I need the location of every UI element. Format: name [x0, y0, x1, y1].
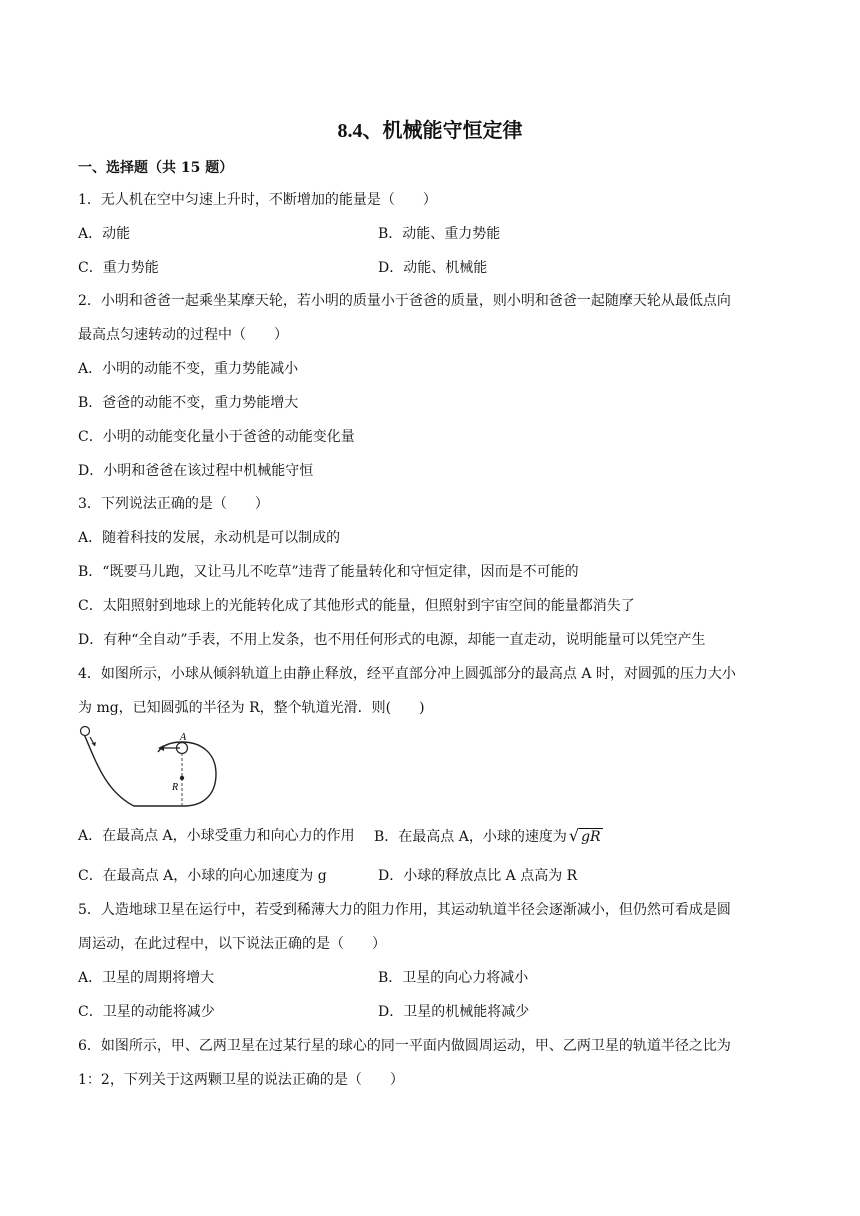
q2-stem-line2: 最高点匀速转动的过程中（ ） — [78, 327, 288, 343]
q2-option-d: D．小明和爸爸在该过程中机械能守恒 — [78, 463, 314, 479]
track-path — [84, 734, 216, 806]
q5-option-b: B．卫星的向心力将减小 — [378, 970, 529, 986]
q4-option-c: C．在最高点 A，小球的向心加速度为 g — [78, 868, 327, 884]
q3-option-b: B．“既要马儿跑，又让马儿不吃草”违背了能量转化和守恒定律，因而是不可能的 — [78, 564, 579, 580]
q4-stem-line1: 4．如图所示，小球从倾斜轨道上由静止释放，经平直部分冲上圆弧部分的最高点 A 时，对圆弧的压力大小 — [78, 666, 736, 682]
q6-stem-line1: 6．如图所示，甲、乙两卫星在过某行星的球心的同一平面内做圆周运动，甲、乙两卫星的轨道半径之比为 — [78, 1038, 731, 1054]
q2-option-b: B．爸爸的动能不变，重力势能增大 — [78, 395, 299, 411]
q1-option-a: A．动能 — [78, 226, 131, 242]
q2-option-a: A．小明的动能不变，重力势能减小 — [78, 361, 299, 377]
q3-option-a: A．随着科技的发展，永动机是可以制成的 — [78, 530, 341, 546]
q2-stem-line1: 2．小明和爸爸一起乘坐某摩天轮，若小明的质量小于爸爸的质量，则小明和爸爸一起随摩天轮从最低点向 — [78, 293, 731, 309]
q1-option-b: B．动能、重力势能 — [378, 226, 501, 242]
section-heading: 一、选择题（共 15 题） — [78, 160, 234, 176]
q5-option-a: A．卫星的周期将增大 — [78, 970, 215, 986]
q4-stem-line2: 为 mg，已知圆弧的半径为 R，整个轨道光滑．则( ) — [78, 700, 425, 716]
q1-option-d: D．动能、机械能 — [378, 260, 488, 276]
page-title: 8.4、机械能守恒定律 — [337, 120, 523, 142]
q4-option-b — [374, 826, 603, 847]
sqrt-icon: √ — [568, 826, 580, 845]
q4-option-a: A．在最高点 A，小球受重力和向心力的作用 — [78, 828, 355, 844]
ball-icon — [81, 727, 90, 736]
q3-option-d: D．有种“全自动”手表，不用上发条，也不用任何形式的电源，却能一直走动，说明能量可以凭空产生 — [78, 632, 706, 648]
q1-option-c: C．重力势能 — [78, 260, 159, 276]
center-dot — [180, 776, 184, 780]
q3-stem: 3．下列说法正确的是（ ） — [78, 496, 269, 512]
q4-option-d: D．小球的释放点比 A 点高为 R — [378, 868, 578, 884]
sqrt-expression — [569, 826, 603, 847]
q5-stem-line1: 5．人造地球卫星在运行中，若受到稀薄大力的阻力作用，其运动轨道半径会逐渐减小，但仍然可看成是圆 — [78, 902, 731, 918]
sqrt-radicand: gR — [581, 829, 601, 845]
q1-stem: 1．无人机在空中匀速上升时，不断增加的能量是（ ） — [78, 192, 437, 208]
q5-option-d: D．卫星的机械能将减少 — [378, 1004, 530, 1020]
q4-option-b-text: B．在最高点 A，小球的速度为 — [374, 829, 567, 845]
label-r: R — [172, 782, 179, 793]
q5-stem-line2: 周运动，在此过程中，以下说法正确的是（ ） — [78, 936, 386, 952]
q5-option-c: C．卫星的动能将减少 — [78, 1004, 215, 1020]
q3-option-c: C．太阳照射到地球上的光能转化成了其他形式的能量，但照射到宇宙空间的能量都消失了 — [78, 598, 635, 614]
q6-stem-line2: 1：2，下列关于这两颗卫星的说法正确的是（ ） — [78, 1072, 404, 1088]
label-a: A — [180, 732, 187, 743]
loop-track-figure — [76, 722, 226, 814]
q2-option-c: C．小明的动能变化量小于爸爸的动能变化量 — [78, 429, 355, 445]
